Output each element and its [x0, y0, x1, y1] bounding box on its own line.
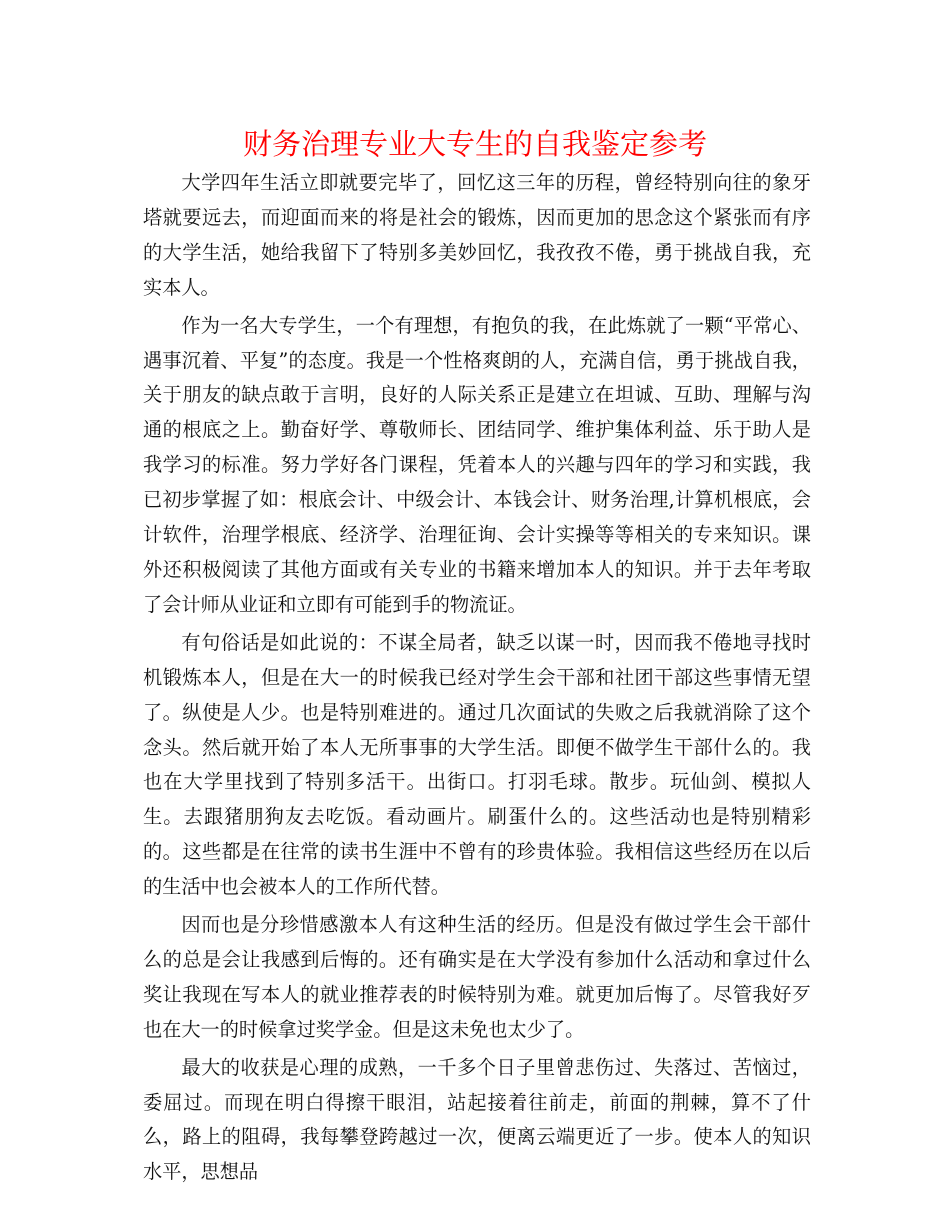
document-body	[143, 166, 811, 1193]
paragraph-2: 作为一名大专学生，一个有理想，有抱负的我，在此炼就了一颗“平常心、遇事沉着、平复”的态度。我是一个性格爽朗的人，充满自信，勇于挑战自我，关于朋友的缺点敢于言明，良好的人际关系正是建立在坦诚、互助、理解与沟通的根底之上。勤奋好学、尊敬师长、团结同学、维护集体利益、乐于助人是我学习的标准。努力学好各门课程，凭着本人的兴趣与四年的学习和实践，我已初步掌握了如：根底会计、中级会计、本钱会计、财务治理,计算机根底，会计软件，治理学根底、经济学、治理征询、会计实操等等相关的专来知识。课外还积极阅读了其他方面或有关专业的书籍来增加本人的知识。并于去年考取了会计师从业证和立即有可能到手的物流证。	[143, 313, 811, 616]
paragraph-5: 最大的收获是心理的成熟，一千多个日子里曾悲伤过、失落过、苦恼过，委屈过。而现在明白得擦干眼泪，站起接着往前走，前面的荆棘，算不了什么，路上的阻碍，我每攀登跨越过一次，便离云端更近了一步。使本人的知识水平，思想品	[143, 1055, 811, 1184]
document-title: 财务治理专业大专生的自我鉴定参考	[242, 127, 707, 161]
paragraph-1: 大学四年生活立即就要完毕了，回忆这三年的历程，曾经特别向往的象牙塔就要远去，而迎面而来的将是社会的锻炼，因而更加的思念这个紧张而有序的大学生活，她给我留下了特别多美妙回忆，我孜孜不倦，勇于挑战自我，充实本人。	[143, 171, 811, 299]
paragraph-4: 因而也是分珍惜感激本人有这种生活的经历。但是没有做过学生会干部什么的总是会让我感到后悔的。还有确实是在大学没有参加什么活动和拿过什么奖让我现在写本人的就业推荐表的时候特别为难。就更加后悔了。尽管我好歹也在大一的时候拿过奖学金。但是这未免也太少了。	[143, 913, 811, 1041]
paragraph-3: 有句俗话是如此说的：不谋全局者，缺乏以谋一时，因而我不倦地寻找时机锻炼本人，但是在大一的时候我已经对学生会干部和社团干部这些事情无望了。纵使是人少。也是特别难进的。通过几次面试的失败之后我就消除了这个念头。然后就开始了本人无所事事的大学生活。即便不做学生干部什么的。我也在大学里找到了特别多活干。出街口。打羽毛球。散步。玩仙剑、模拟人生。去跟猪朋狗友去吃饭。看动画片。刷蛋什么的。这些活动也是特别精彩的。这些都是在往常的读书生涯中不曾有的珍贵体验。我相信这些经历在以后的生活中也会被本人的工作所代替。	[143, 630, 811, 899]
